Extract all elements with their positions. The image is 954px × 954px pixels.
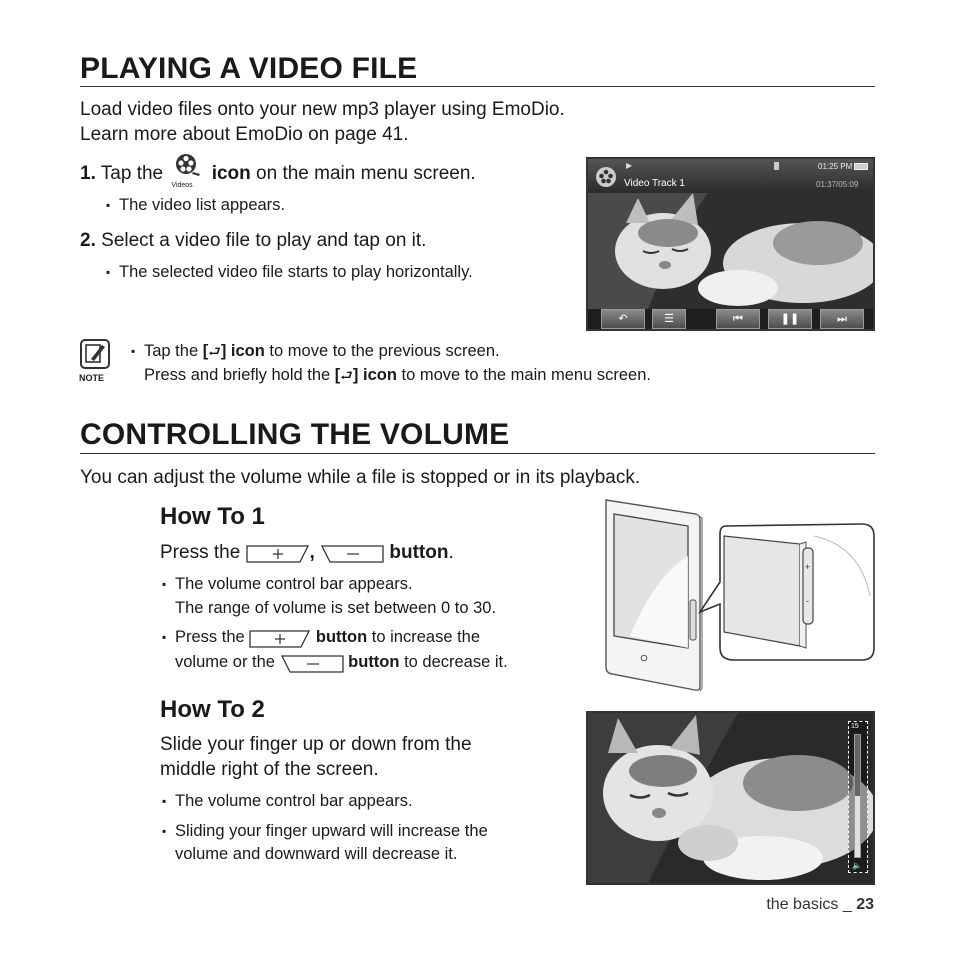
card-icon [774,162,779,170]
volume-track [854,734,861,858]
howto1-bullet-2-line-2 [175,650,508,674]
howto1-b2-press: Press the [175,628,245,646]
minus-button-icon [280,654,344,672]
player-header [588,159,873,193]
player-controls [588,309,873,329]
step-1-before: Tap the [100,163,164,184]
note-label: NOTE [79,373,105,383]
note-line-2-after: to move to the main menu screen. [401,366,651,384]
step-1-icon-word: icon [211,163,251,184]
note-back-open: [ [202,342,209,360]
howto1-b2-decrease: to decrease it. [404,653,508,671]
player-time: 01:25 PM [818,162,853,171]
svg-text:+: + [805,562,811,572]
step-1 [80,162,476,189]
player-screenshot [586,157,875,331]
note-line-1-after: to move to the previous screen. [269,342,500,360]
play-status-icon: ▶ [626,161,633,170]
step-1-number: 1. [80,163,96,184]
howto1-period: . [448,542,454,563]
footer-section: the basics _ [766,896,852,913]
title-rule [80,86,875,87]
speaker-icon: 🔈 [852,861,862,870]
minus-button-icon [320,544,384,562]
note-back-close: ] icon [220,342,265,360]
howto1-b2-increase: to increase the [371,628,481,646]
step-1-bullet: ▪ The video list appears. [119,193,285,217]
howto1-press-the: Press the [160,542,241,563]
note-back2-close: ] icon [352,366,397,384]
step-2-number: 2. [80,230,96,251]
howto1-press-line [160,541,454,565]
howto1-b2-button-2: button [348,653,400,671]
howto2-line-2: middle right of the screen. [160,759,379,780]
step-2-text: Select a video file to play and tap on it. [101,230,427,251]
cat-image [588,193,873,309]
volume-fill [855,796,860,857]
howto1-bullet-2 [175,625,480,649]
pause-button[interactable]: ❚❚ [768,309,812,329]
note-line-1 [144,339,500,363]
step-1-after: on the main menu screen. [256,163,476,184]
howto2-line-1: Slide your finger up or down from the [160,734,472,755]
back-icon: ⮐ [340,367,353,383]
section-title-volume: CONTROLLING THE VOLUME [80,418,510,451]
howto1-bullet-1-line-2: The range of volume is set between 0 to 30. [175,599,497,617]
howto1-b2-volume-or: volume or the [175,653,275,671]
howto2-heading: How To 2 [160,696,265,723]
volume-screenshot [586,711,875,885]
video-header-icon [594,165,618,189]
next-button[interactable]: ⏭ [820,309,864,329]
list-button[interactable]: ☰ [652,309,686,329]
howto1-comma: , [309,542,315,563]
note-line-2-before: Press and briefly hold the [144,366,331,384]
volume-value: 15 [851,723,859,730]
note-icon [80,339,110,369]
howto1-b2-button: button [315,628,368,646]
back-button[interactable]: ↶ [601,309,645,329]
prev-button[interactable]: ⏮ [716,309,760,329]
videos-icon [168,162,206,189]
plus-button-icon [249,629,311,647]
svg-text:-: - [806,596,809,606]
video-frame [588,193,873,309]
footer [766,896,874,914]
howto2-bullet-2: ▪ Sliding your finger upward will increase the [175,819,488,843]
note-line-1-before: Tap the [144,342,199,360]
volume-intro: You can adjust the volume while a file is stopped or in its playback. [80,467,641,488]
howto2-bullet-1: ▪ The volume control bar appears. [175,789,413,813]
note-back2-open: [ [334,366,341,384]
step-2 [80,229,426,253]
plus-button-icon [246,544,310,562]
videos-icon-caption: Videos [171,182,193,189]
device-illustration [600,496,880,696]
howto1-bullet-1: ▪ The volume control bar appears. [175,572,413,596]
cat-image-large [588,713,873,883]
intro-line-2: Learn more about EmoDio on page 41. [80,124,409,145]
section-title-playing: PLAYING A VIDEO FILE [80,52,418,85]
page-number: 23 [856,896,874,913]
howto2-bullet-2-line-2: volume and downward will decrease it. [175,845,458,863]
note-line-2 [144,363,651,387]
intro-line-1: Load video files onto your new mp3 player using EmoDio. [80,99,565,120]
step-2-bullet: ▪ The selected video file starts to play horizontally. [119,260,473,284]
howto1-button-word: button [389,542,449,563]
volume-control-bar[interactable] [848,721,868,873]
track-progress: 01:37/05:09 [816,180,859,189]
battery-icon [854,163,868,170]
title-rule [80,453,875,454]
howto1-heading: How To 1 [160,503,265,530]
track-name: Video Track 1 [624,178,685,189]
back-icon: ⮐ [208,343,221,359]
